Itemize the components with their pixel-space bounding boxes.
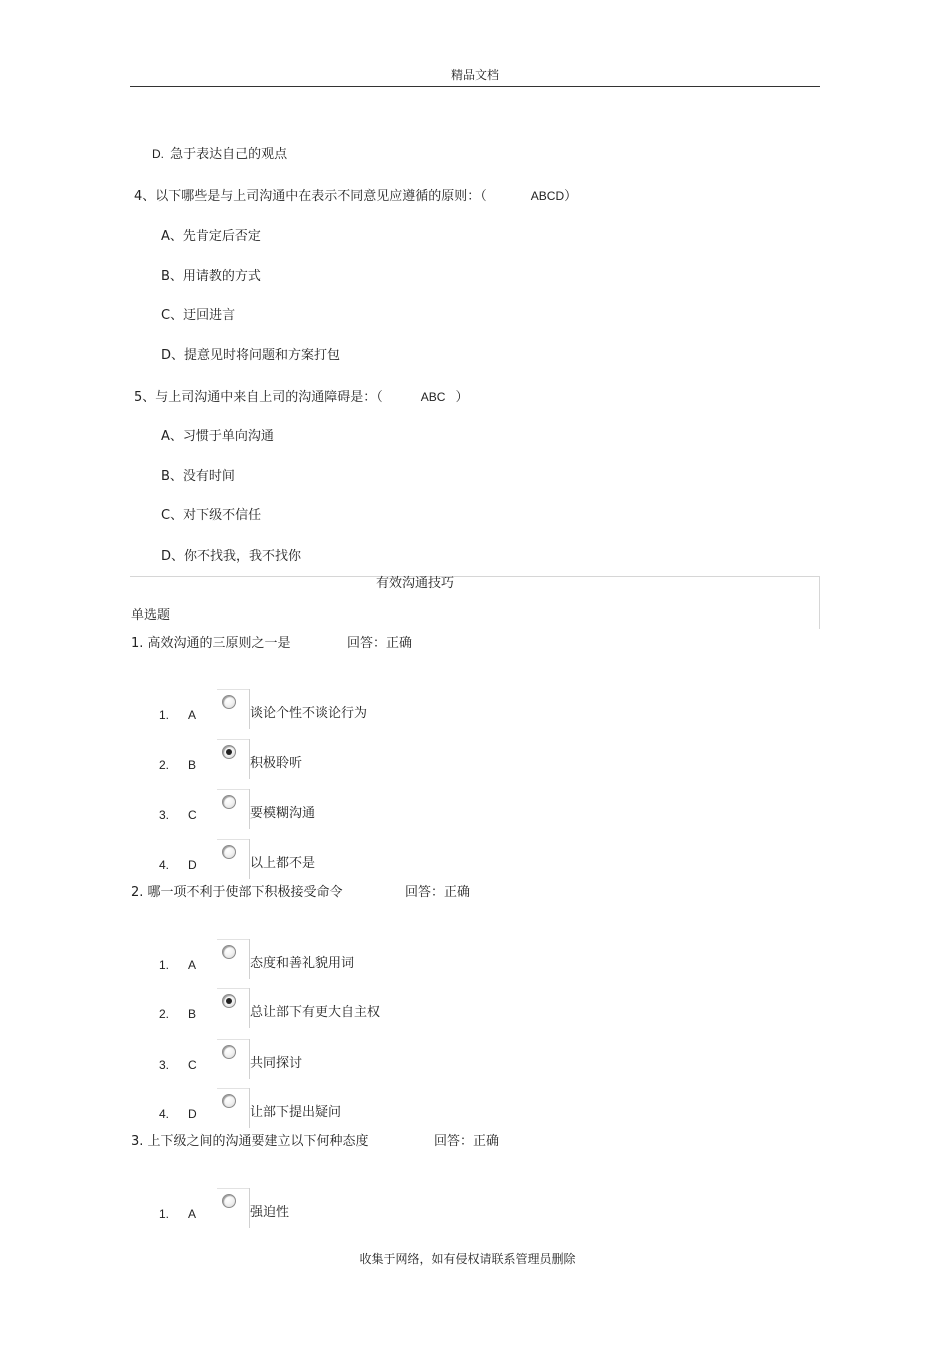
- option-number: 4.: [159, 1107, 170, 1121]
- option-letter: D: [188, 1107, 197, 1121]
- section-title: 有效沟通技巧: [376, 576, 455, 591]
- option-radio-cell: [217, 739, 251, 779]
- option-text: 态度和善礼貌用词: [250, 956, 355, 971]
- cell-top-border: [217, 1088, 250, 1089]
- prev-option-d: [152, 146, 287, 163]
- radio-button[interactable]: [222, 1045, 236, 1059]
- q4-option: D、提意见时将问题和方案打包: [161, 348, 341, 363]
- q4-option: B、用请教的方式: [161, 269, 261, 284]
- q4-option: A、先肯定后否定: [161, 229, 261, 244]
- section-frame-edge: [819, 577, 820, 629]
- q5-option: A、习惯于单向沟通: [161, 429, 274, 444]
- q5-option: D、你不找我，我不找你: [161, 549, 302, 564]
- radio-button[interactable]: [222, 945, 236, 959]
- mc-question: [131, 1134, 369, 1150]
- option-letter: D: [188, 858, 197, 872]
- section-type-label: 单选题: [131, 608, 171, 623]
- option-letter: A: [188, 958, 197, 972]
- page-header-title: 精品文档: [450, 68, 499, 82]
- question-text: 4、以下哪些是与上司沟通中在表示不同意见应遵循的原则：（: [134, 189, 487, 204]
- option-number: 1.: [159, 958, 170, 972]
- option-radio-cell: [217, 1188, 251, 1228]
- answer-text: ABC: [420, 390, 446, 404]
- option-letter: A: [188, 708, 197, 722]
- question-text: 3. 上下级之间的沟通要建立以下何种态度: [131, 1134, 369, 1149]
- option-letter: C: [188, 808, 197, 822]
- header-divider: [130, 86, 820, 87]
- option-text: 总让部下有更大自主权: [250, 1005, 381, 1020]
- option-text: 让部下提出疑问: [250, 1105, 342, 1120]
- option-text: 谈论个性不谈论行为: [250, 706, 368, 721]
- option-letter: B: [188, 758, 197, 772]
- option-letter: B: [188, 1007, 197, 1021]
- radio-button[interactable]: [222, 1094, 236, 1108]
- cell-top-border: [217, 689, 250, 690]
- option-text: 要模糊沟通: [250, 806, 316, 821]
- option-letter: A: [188, 1207, 197, 1221]
- cell-top-border: [217, 839, 250, 840]
- cell-top-border: [217, 1039, 250, 1040]
- option-letter: D.: [152, 147, 164, 161]
- answer-text: ABCD: [530, 189, 565, 203]
- q5-option: C、对下级不信任: [161, 508, 262, 523]
- q5-option: B、没有时间: [161, 469, 235, 484]
- cell-top-border: [217, 1188, 250, 1189]
- option-number: 3.: [159, 808, 170, 822]
- radio-button[interactable]: [222, 845, 236, 859]
- option-text: 积极聆听: [250, 756, 303, 771]
- option-radio-cell: [217, 1039, 251, 1079]
- question-close: ）: [564, 189, 578, 204]
- question-text: 2. 哪一项不利于使部下积极接受命令: [131, 885, 343, 900]
- question-text: 1. 高效沟通的三原则之一是: [131, 636, 291, 651]
- mc-result: 回答：正确: [347, 636, 413, 651]
- option-number: 2.: [159, 758, 170, 772]
- option-number: 2.: [159, 1007, 170, 1021]
- radio-button[interactable]: [222, 1194, 236, 1208]
- q4-option: C、迂回进言: [161, 308, 236, 323]
- option-text: 急于表达自己的观点: [170, 147, 288, 162]
- radio-button-selected[interactable]: [222, 994, 236, 1008]
- option-radio-cell: [217, 939, 251, 979]
- question-close: ）: [455, 390, 469, 405]
- option-radio-cell: [217, 839, 251, 879]
- option-letter: C: [188, 1058, 197, 1072]
- mc-result: 回答：正确: [405, 885, 471, 900]
- option-number: 1.: [159, 708, 170, 722]
- cell-top-border: [217, 739, 250, 740]
- q5-question: [134, 389, 468, 406]
- section-frame: [130, 576, 820, 629]
- q4-question: [134, 188, 577, 205]
- radio-button[interactable]: [222, 795, 236, 809]
- option-number: 4.: [159, 858, 170, 872]
- mc-question: [131, 636, 291, 652]
- option-number: 3.: [159, 1058, 170, 1072]
- option-radio-cell: [217, 689, 251, 729]
- radio-button-selected[interactable]: [222, 745, 236, 759]
- cell-top-border: [217, 988, 250, 989]
- option-radio-cell: [217, 789, 251, 829]
- mc-result: 回答：正确: [434, 1134, 500, 1149]
- mc-question: [131, 885, 343, 901]
- option-radio-cell: [217, 1088, 251, 1128]
- question-text: 5、与上司沟通中来自上司的沟通障碍是：（: [134, 390, 383, 405]
- radio-button[interactable]: [222, 695, 236, 709]
- cell-top-border: [217, 939, 250, 940]
- option-number: 1.: [159, 1207, 170, 1221]
- option-text: 强迫性: [250, 1205, 290, 1220]
- option-text: 共同探讨: [250, 1056, 303, 1071]
- option-radio-cell: [217, 988, 251, 1028]
- page-footer: 收集于网络，如有侵权请联系管理员删除: [359, 1252, 576, 1266]
- cell-top-border: [217, 789, 250, 790]
- option-text: 以上都不是: [250, 856, 316, 871]
